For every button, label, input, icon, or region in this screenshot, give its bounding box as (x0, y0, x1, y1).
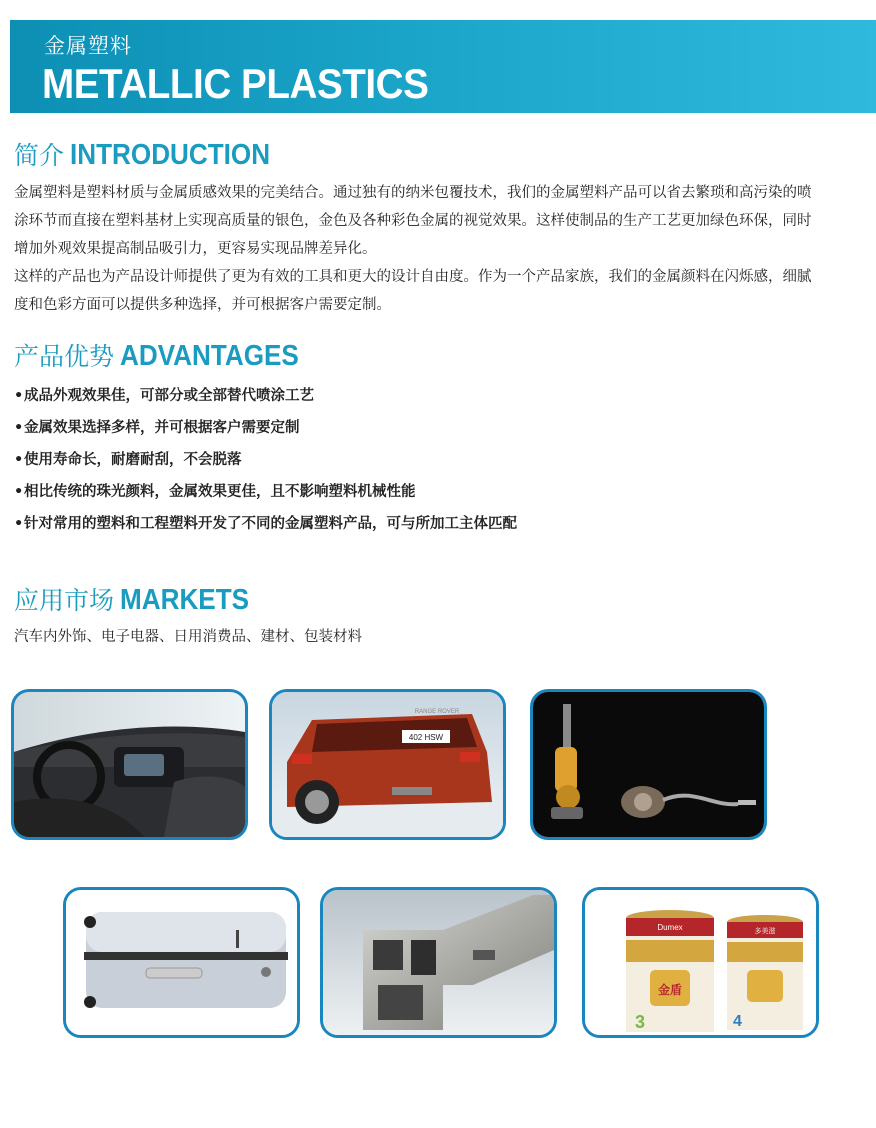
aluminium-profile-photo (320, 887, 557, 1038)
intro-heading-en: INTRODUCTION (70, 139, 271, 171)
intro-paragraph-2: 这样的产品也为产品设计师提供了更为有效的工具和更大的设计自由度。作为一个产品家族，我们的金属颜料在闪烁感，细腻度和色彩方面可以提供多种选择，并可根据客户需要定制。 (14, 269, 812, 313)
can-brand-cn-text: 多美滋 (754, 927, 776, 935)
banner-title-cn: 金属塑料 (44, 34, 132, 58)
advantage-text: 成品外观效果佳，可部分或全部替代喷涂工艺 (24, 388, 314, 404)
advantages-heading (14, 337, 319, 373)
vacuum-cleaner-photo (530, 689, 767, 840)
intro-paragraph-1: 金属塑料是塑料材质与金属质感效果的完美结合。通过独有的纳米包覆技术，我们的金属塑料产品可以省去繁琐和高污染的喷涂环节而直接在塑料基材上实现高质量的银色，金色及各种彩色金属的视觉效果。这样使制品的生产工艺更加绿色环保，同时增加外观效果提高制品吸引力，更容易实现品牌差异化。 (14, 185, 812, 257)
can-stage-4: 4 (733, 1013, 742, 1030)
car-interior-photo (11, 689, 248, 840)
markets-heading-en: MARKETS (120, 584, 250, 616)
advantage-text: 金属效果选择多样，并可根据客户需要定制 (24, 420, 300, 436)
can-stage-3: 3 (635, 1012, 646, 1032)
can-label-text: 金盾 (657, 983, 683, 997)
advantages-list (14, 382, 517, 542)
advantage-text: 针对常用的塑料和工程塑料开发了不同的金属塑料产品，可与所加工主体匹配 (24, 516, 517, 532)
intro-heading-cn: 简介 (14, 141, 65, 170)
markets-text: 汽车内外饰、电子电器、日用消费品、建材、包装材料 (14, 629, 362, 645)
markets-heading-cn: 应用市场 (14, 586, 115, 615)
car-brand-text: RANGE ROVER (414, 709, 460, 715)
milk-powder-cans-photo (582, 887, 819, 1038)
advantage-text: 使用寿命长，耐磨耐刮，不会脱落 (24, 452, 242, 468)
advantage-text: 相比传统的珠光颜料，金属效果更佳，且不影响塑料机械性能 (24, 484, 416, 500)
advantage-item: •金属效果选择多样，并可根据客户需要定制 (14, 420, 300, 436)
red-suv-photo (269, 689, 506, 840)
car-plate-text: 402 HSW (408, 733, 444, 742)
advantages-heading-cn: 产品优势 (14, 342, 115, 371)
advantage-item: •相比传统的珠光颜料，金属效果更佳，且不影响塑料机械性能 (14, 484, 416, 500)
intro-heading (14, 136, 292, 172)
markets-heading (14, 581, 263, 617)
can-brand-text: Dumex (657, 923, 683, 932)
advantage-item: •针对常用的塑料和工程塑料开发了不同的金属塑料产品，可与所加工主体匹配 (14, 516, 517, 532)
header-banner (10, 20, 876, 113)
suitcase-photo (63, 887, 300, 1038)
banner-title-en: METALLIC PLASTICS (42, 60, 429, 107)
advantages-heading-en: ADVANTAGES (120, 340, 299, 372)
advantage-item: •使用寿命长，耐磨耐刮，不会脱落 (14, 452, 242, 468)
advantage-item: •成品外观效果佳，可部分或全部替代喷涂工艺 (14, 388, 314, 404)
